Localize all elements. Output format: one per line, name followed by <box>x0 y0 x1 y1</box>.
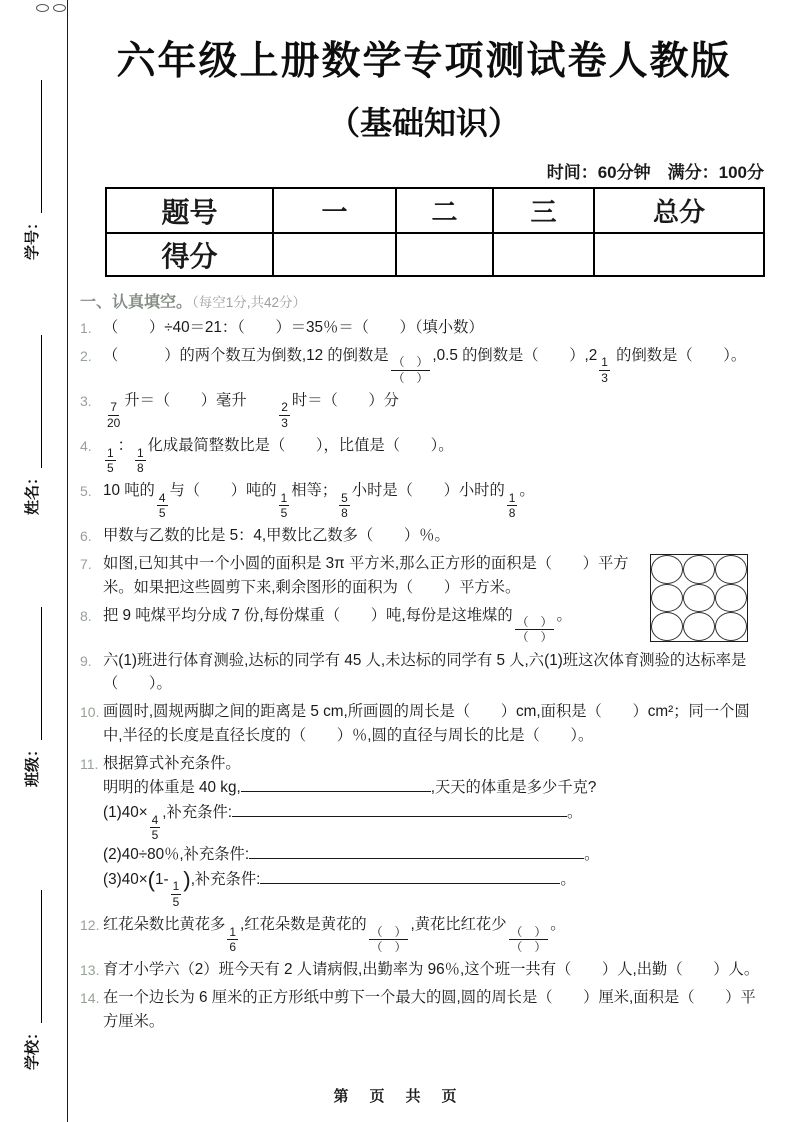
class-label: 班级： <box>24 741 41 787</box>
score-cell <box>493 233 594 276</box>
question-line: (2)40÷80％,补充条件: 。 <box>103 846 600 864</box>
answer-blank <box>241 778 431 792</box>
fraction: $\frac{1}{5}$ <box>107 445 114 475</box>
student-id-field <box>18 80 42 260</box>
question-number: 8. <box>80 607 92 624</box>
fraction: $\frac{( )}{( )}$ <box>510 924 547 954</box>
score-table-header-3: 三 <box>493 188 594 233</box>
class-blank <box>37 607 42 740</box>
score-table-score-row <box>106 233 764 276</box>
answer-blank <box>249 845 584 859</box>
question-14 <box>80 986 768 1033</box>
fraction: $\frac{1}{5}$ <box>172 879 180 909</box>
question-7 <box>80 552 650 599</box>
question-number: 10. <box>80 704 100 721</box>
question-number: 13. <box>80 962 100 979</box>
paper-subtitle: （基础知识） <box>327 105 520 141</box>
fraction: $\frac{( )}{( )}$ <box>516 615 553 645</box>
score-cell <box>594 233 764 276</box>
question-11 <box>80 752 768 909</box>
question-line: (3)40×(1- $\frac{1}{5}$ ),补充条件: 。 <box>103 866 576 909</box>
question-number: 5. <box>80 483 92 500</box>
question-line: 把 9 吨煤平均分成 7 份,每份煤重（ ）吨,每份是这堆煤的 $\frac{( )}{( )}$ 。 <box>103 606 572 645</box>
student-id-label: 学号： <box>24 214 41 260</box>
fraction: $\frac{( )}{( )}$ <box>370 924 407 954</box>
fraction: $\frac{5}{8}$ <box>341 490 348 521</box>
question-number: 3. <box>80 392 92 409</box>
circle-icon <box>715 555 747 584</box>
binding-mark <box>53 4 66 12</box>
question-line: （ ）÷40＝21：（ ）＝35％＝（ ）（填小数） <box>103 319 484 336</box>
fraction: $\frac{4}{5}$ <box>151 812 159 842</box>
question-line: $\frac{7}{20}$ 升＝（ ）毫升 $\frac{2}{3}$ 时＝（ ）分 <box>107 391 399 430</box>
question-line: 六(1)班进行体育测验,达标的同学有 45 人,未达标的同学有 5 人,六(1)班这次体育测验的达标率是（ ）。 <box>103 651 747 693</box>
circle-icon <box>683 555 715 584</box>
question-number: 2. <box>80 347 92 364</box>
big-paren: ) <box>183 866 191 892</box>
binding-mark <box>36 4 49 12</box>
school-blank <box>37 890 42 1023</box>
fraction: $\frac{1}{6}$ <box>229 924 237 954</box>
score-table-header-timu: 题号 <box>106 188 273 233</box>
answer-blank <box>232 803 567 817</box>
question-line: 红花朵数比黄花多 $\frac{1}{6}$ ,红花朵数是黄花的 $\frac{( )}{( )}$ ,黄花比红花少 $\frac{( )}{( )}$ 。 <box>103 916 566 954</box>
score-table-header-1: 一 <box>273 188 396 233</box>
student-name-blank <box>37 335 42 468</box>
question-4 <box>80 434 768 475</box>
question-5 <box>80 479 768 520</box>
question-line: 甲数与乙数的比是 5：4,甲数比乙数多（ ）％。 <box>103 527 450 545</box>
question-line: 育才小学六（2）班今天有 2 人请病假,出勤率为 96％,这个班一共有（ ）人,出勤（ ）人。 <box>103 961 760 979</box>
questions-list <box>80 316 768 1033</box>
question-6 <box>80 524 768 548</box>
fraction: $\frac{1}{5}$ <box>280 490 288 521</box>
question-3 <box>80 389 768 430</box>
question-line: 如图,已知其中一个小圆的面积是 3π 平方米,那么正方形的面积是（ ）平方米。如果把这些圆剪下来,剩余图形的面积为（ ）平方米。 <box>103 555 629 596</box>
question-number: 12. <box>80 917 100 934</box>
fraction: $\frac{1}{3}$ <box>601 355 608 385</box>
student-name-field <box>18 335 42 515</box>
paper-title: 六年级上册数学专项测试卷人教版 <box>116 40 732 83</box>
big-paren: ( <box>147 866 156 892</box>
section-title: 一、认真填空。 <box>80 294 193 311</box>
question-line: 10 吨的 $\frac{4}{5}$ 与（ ）吨的 $\frac{1}{5}$ 相等； $\frac{5}{8}$ 小时是（ ）小时的 $\frac{1}{8}$ 。 <box>103 482 535 521</box>
circle-icon <box>651 555 683 584</box>
score-table-header-2: 二 <box>396 188 493 233</box>
question-2 <box>80 344 768 385</box>
question-line: 画圆时,圆规两脚之间的距离是 5 cm,所画圆的周长是（ ）cm,面积是（ ）cm²；同一个圆中,半径的长度是直径长度的（ ）％,圆的直径与周长的比是（ ）。 <box>103 703 750 744</box>
question-number: 9. <box>80 652 92 669</box>
score-table-header-row <box>106 188 764 233</box>
score-table <box>105 187 765 277</box>
question-line: 根据算式补充条件。 <box>103 754 241 772</box>
question-10 <box>80 700 768 747</box>
class-field <box>18 607 42 787</box>
question-13 <box>80 958 768 982</box>
score-table-header-total: 总分 <box>594 188 764 233</box>
fraction: $\frac{1}{8}$ <box>508 490 516 521</box>
fraction: $\frac{1}{8}$ <box>136 445 144 475</box>
question-line: 明明的体重是 40 kg, ,天天的体重是多少千克? <box>103 779 597 797</box>
student-id-blank <box>37 80 42 213</box>
question-1 <box>80 316 768 340</box>
fraction: $\frac{( )}{( )}$ <box>392 355 429 385</box>
question-line: （ ）的两个数互为倒数,12 的倒数是 $\frac{( )}{( )}$ ,0.5 的倒数是（ ）,2 $\frac{1}{3}$ 的倒数是（ ）。 <box>103 346 747 385</box>
question-number: 11. <box>80 755 99 772</box>
fraction: $\frac{4}{5}$ <box>158 490 166 521</box>
fraction: $\frac{7}{20}$ <box>107 400 121 430</box>
section-note: （每空1分,共42分） <box>192 295 307 310</box>
question-line: 在一个边长为 6 厘米的正方形纸中剪下一个最大的圆,圆的周长是（ ）厘米,面积是（ ）平方厘米。 <box>103 988 756 1030</box>
score-row-label: 得分 <box>106 233 273 276</box>
page-footer: 第 页 共 页 <box>333 1088 460 1105</box>
student-name-label: 姓名： <box>24 469 41 515</box>
school-field <box>18 890 42 1070</box>
answer-blank <box>260 870 560 884</box>
score-cell <box>396 233 493 276</box>
section-heading <box>80 289 768 312</box>
question-number: 6. <box>80 528 92 545</box>
question-line: (1)40× $\frac{4}{5}$ ,补充条件: 。 <box>103 803 583 842</box>
question-9 <box>80 649 768 696</box>
question-number: 14. <box>80 989 100 1006</box>
question-8 <box>80 604 768 645</box>
school-label: 学校： <box>24 1024 41 1070</box>
question-number: 7. <box>80 556 92 573</box>
question-number: 1. <box>80 320 92 336</box>
question-number: 4. <box>80 438 92 455</box>
question-12 <box>80 913 768 954</box>
score-cell <box>273 233 396 276</box>
question-line: $\frac{1}{5}$ ： $\frac{1}{8}$ 化成最简整数比是（ ），比值是（ ）。 <box>107 437 454 475</box>
time-score-info: 时间：60分钟 满分：100分 <box>546 163 764 182</box>
fraction: $\frac{2}{3}$ <box>281 400 288 430</box>
seal-line <box>67 0 68 1122</box>
paper-content <box>80 0 768 1037</box>
